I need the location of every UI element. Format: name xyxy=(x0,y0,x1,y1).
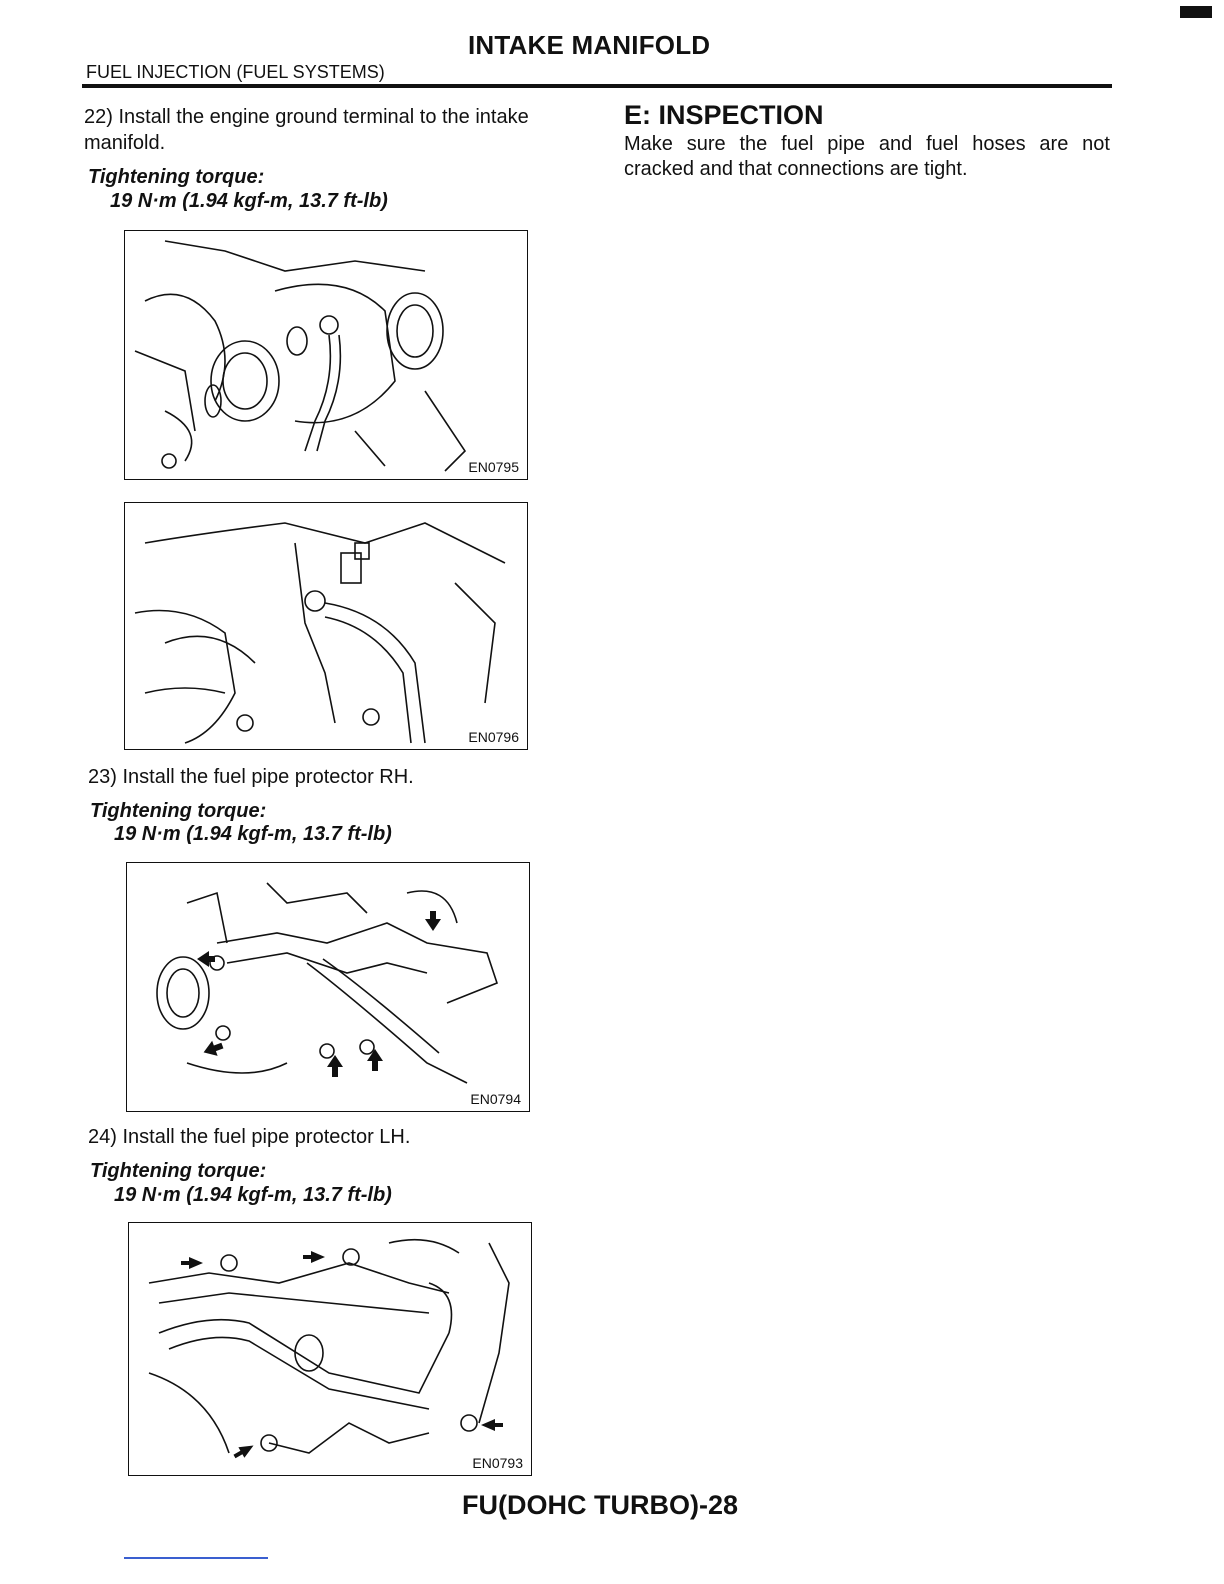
step-23-torque-value: 19 N·m (1.94 kgf-m, 13.7 ft-lb) xyxy=(114,823,392,845)
footer-link-line xyxy=(124,1557,268,1559)
step-22-text-line1: 22) Install the engine ground terminal to the intake xyxy=(84,106,529,128)
figure-en0796 xyxy=(124,502,528,750)
step-22-torque-label: Tightening torque: xyxy=(88,166,265,188)
figure-code: EN0793 xyxy=(472,1455,523,1471)
section-subtitle: FUEL INJECTION (FUEL SYSTEMS) xyxy=(86,62,385,82)
corner-mark xyxy=(1180,6,1212,18)
figure-en0793 xyxy=(128,1222,532,1476)
page-number: FU(DOHC TURBO)-28 xyxy=(462,1490,738,1520)
step-23-torque-label: Tightening torque: xyxy=(90,800,267,822)
figure-en0795 xyxy=(124,230,528,480)
step-24-text: 24) Install the fuel pipe protector LH. xyxy=(88,1126,411,1148)
figure-en0794 xyxy=(126,862,530,1112)
step-24-torque-label: Tightening torque: xyxy=(90,1160,267,1182)
step-23-text: 23) Install the fuel pipe protector RH. xyxy=(88,766,414,788)
page-title: INTAKE MANIFOLD xyxy=(468,30,711,60)
step-24-torque-value: 19 N·m (1.94 kgf-m, 13.7 ft-lb) xyxy=(114,1184,392,1206)
fuel-pipe-protector-rh-illustration xyxy=(127,863,529,1111)
engine-ground-terminal-illustration xyxy=(125,231,527,479)
fuel-pipe-protector-lh-illustration xyxy=(129,1223,531,1475)
inspection-text: Make sure the fuel pipe and fuel hoses are not cracked and that connections are tight. xyxy=(624,133,1110,180)
engine-ground-terminal-closeup-illustration xyxy=(125,503,527,749)
header-rule xyxy=(82,84,1112,88)
figure-code: EN0796 xyxy=(468,729,519,745)
figure-code: EN0795 xyxy=(468,459,519,475)
figure-code: EN0794 xyxy=(470,1091,521,1107)
step-22-torque-value: 19 N·m (1.94 kgf-m, 13.7 ft-lb) xyxy=(110,190,388,212)
inspection-title: E: INSPECTION xyxy=(624,100,824,130)
step-22-text-line2: manifold. xyxy=(84,132,166,154)
